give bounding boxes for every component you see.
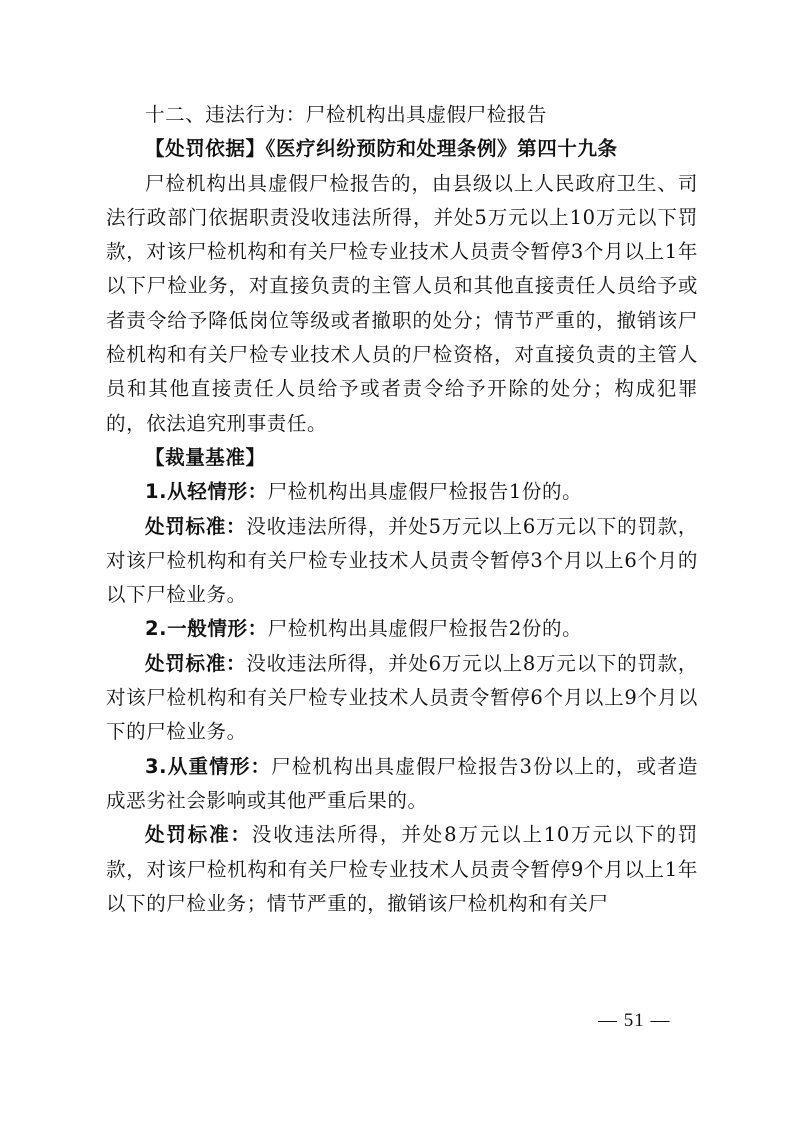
level-2-description: 尸检机构出具虚假尸检报告2份的。 <box>267 617 583 641</box>
level-2-penalty-text: 没收违法所得，并处6万元以上8万元以下的罚款，对该尸检机构和有关尸检专业技术人员责令暂停6个月以上9个月以下的尸检业务。 <box>106 651 698 744</box>
level-3-penalty-text: 没收违法所得，并处8万元以上10万元以下的罚款，对该尸检机构和有关尸检专业技术人员责令暂停9个月以上1年以下的尸检业务；情节严重的，撤销该尸检机构和有关尸 <box>106 823 698 915</box>
level-1-label: 1.从轻情形： <box>145 480 268 504</box>
level-1-description-paragraph <box>106 475 698 509</box>
level-2-penalty-paragraph <box>106 647 698 750</box>
basis-heading: 【处罚依据】《医疗纠纷预防和处理条例》第四十九条 <box>145 137 618 161</box>
level-3-description-paragraph <box>106 750 698 819</box>
level-1-penalty-label: 处罚标准： <box>145 514 247 538</box>
level-1-description: 尸检机构出具虚假尸检报告1份的。 <box>267 480 583 504</box>
basis-text: 尸检机构出具虚假尸检报告的，由县级以上人民政府卫生、司法行政部门依据职责没收违法所得，并处5万元以上10万元以下罚款，对该尸检机构和有关尸检专业技术人员责令暂停3个月以上1年以下尸检业务，对直接负责的主管人员和其他直接责任人员给予或者责令给予降低岗位等级或者撤职的处分；情节严重的，撤销该尸检机构和有关尸检专业技术人员的尸检资格，对直接负责的主管人员和其他直接责任人员给予或者责令给予开除的处分；构成犯罪的，依法追究刑事责任。 <box>106 171 698 435</box>
level-3-label: 3.从重情形： <box>145 754 272 778</box>
level-3-penalty-label: 处罚标准： <box>145 823 252 847</box>
level-2-label: 2.一般情形： <box>145 617 268 641</box>
standard-heading: 【裁量基准】 <box>145 445 266 469</box>
level-2-penalty-label: 处罚标准： <box>145 651 247 675</box>
level-1-penalty-paragraph <box>106 510 698 613</box>
level-3-description: 尸检机构出具虚假尸检报告3份以上的，或者造成恶劣社会影响或其他严重后果的。 <box>106 754 698 812</box>
level-1-penalty-text: 没收违法所得，并处5万元以上6万元以下的罚款，对该尸检机构和有关尸检专业技术人员责令暂停3个月以上6个月的以下尸检业务。 <box>106 514 698 607</box>
document-body <box>106 98 698 921</box>
level-2-description-paragraph <box>106 612 698 646</box>
page-number: — 51 — <box>598 1010 671 1031</box>
level-3-penalty-paragraph <box>106 818 698 921</box>
section-title: 十二、违法行为：尸检机构出具虚假尸检报告 <box>145 103 548 126</box>
